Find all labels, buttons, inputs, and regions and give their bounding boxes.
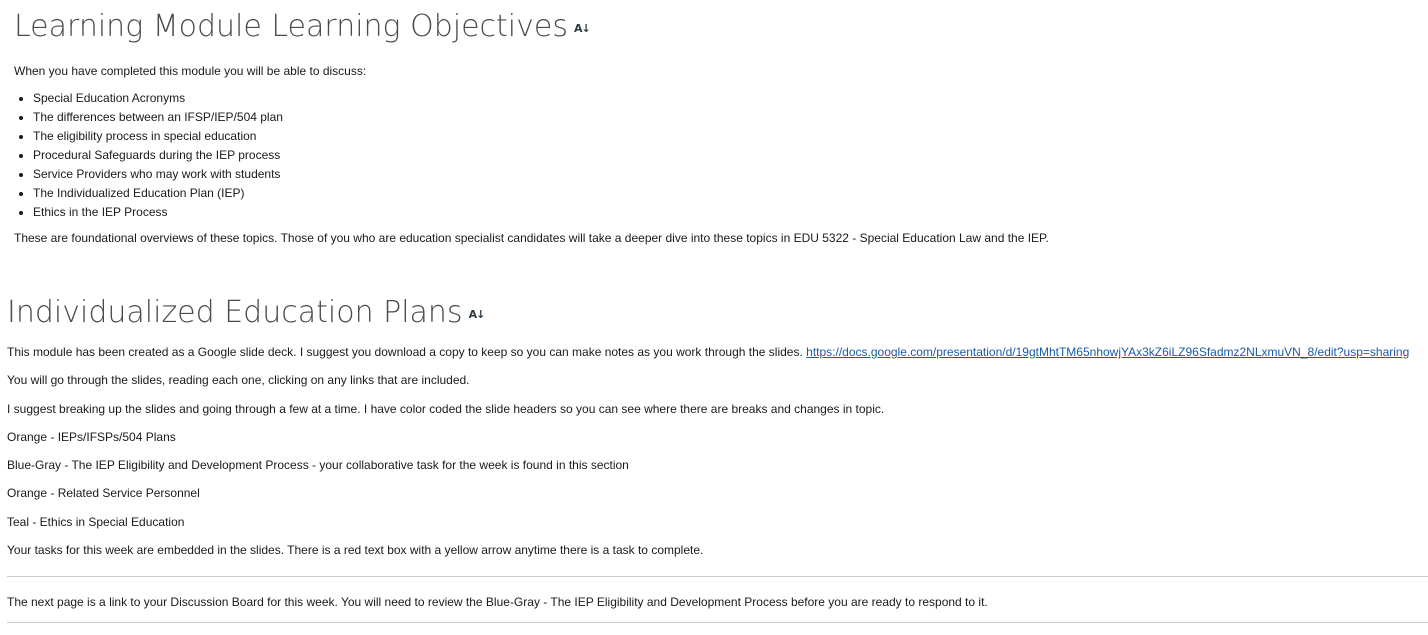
iep-heading [7, 292, 1428, 334]
accessibility-font-icon[interactable]: A↓ [573, 22, 590, 35]
list-item: • Service Providers who may work with students [33, 165, 1414, 184]
color-code-orange-ieps: Orange - IEPs/IFSPs/504 Plans [7, 429, 176, 444]
iep-section [7, 292, 1428, 623]
breaking-up-paragraph: I suggest breaking up the slides and going through a few at a time. I have color coded the slide headers so you can see where there are breaks and changes in topic. [7, 401, 885, 416]
slide-deck-text: This module has been created as a Google slide deck. I suggest you download a copy to keep so you can make notes as you work through the slides. [7, 345, 803, 359]
color-code-blue-gray: Blue-Gray - The IEP Eligibility and Development Process - your collaborative task for the week is found in this section [7, 458, 629, 473]
go-through-paragraph: You will go through the slides, reading each one, clicking on any links that are included. [7, 373, 470, 388]
list-item: • Procedural Safeguards during the IEP process [33, 146, 1414, 165]
objectives-heading [14, 6, 1414, 48]
objectives-list [14, 89, 1414, 222]
slide-deck-paragraph [7, 344, 1428, 360]
objectives-heading-text: Learning Module Learning Objectives [14, 9, 568, 44]
color-code-teal: Teal - Ethics in Special Education [7, 514, 185, 529]
iep-heading-text: Individualized Education Plans [7, 295, 463, 330]
objectives-intro: When you have completed this module you will be able to discuss: [14, 64, 367, 78]
divider [7, 622, 1428, 623]
accessibility-font-icon[interactable]: A↓ [468, 308, 485, 321]
slide-deck-link[interactable]: https://docs.google.com/presentation/d/19gtMhtTM65nhowjYAx3kZ6iLZ96Sfadmz2NLxmuVN_8/edit?usp=sharing [806, 345, 1410, 359]
tasks-paragraph: Your tasks for this week are embedded in the slides. There is a red text box with a yellow arrow anytime there is a task to complete. [7, 543, 704, 558]
objectives-section [14, 6, 1414, 246]
color-code-orange-personnel: Orange - Related Service Personnel [7, 486, 200, 501]
list-item: • Special Education Acronyms [33, 89, 1414, 108]
list-item: • The differences between an IFSP/IEP/504 plan [33, 108, 1414, 127]
next-page-paragraph: The next page is a link to your Discussion Board for this week. You will need to review the Blue-Gray - The IEP Eligibility and Development Process before you are ready to respond to it. [7, 595, 988, 610]
list-item: • The Individualized Education Plan (IEP) [33, 184, 1414, 203]
list-item: • Ethics in the IEP Process [33, 203, 1414, 222]
objectives-closing: These are foundational overviews of these topics. Those of you who are education specialist candidates will take a deeper dive into these topics in EDU 5322 - Special Education Law and the IEP. [14, 231, 1049, 245]
list-item: • The eligibility process in special education [33, 127, 1414, 146]
divider [7, 576, 1428, 577]
